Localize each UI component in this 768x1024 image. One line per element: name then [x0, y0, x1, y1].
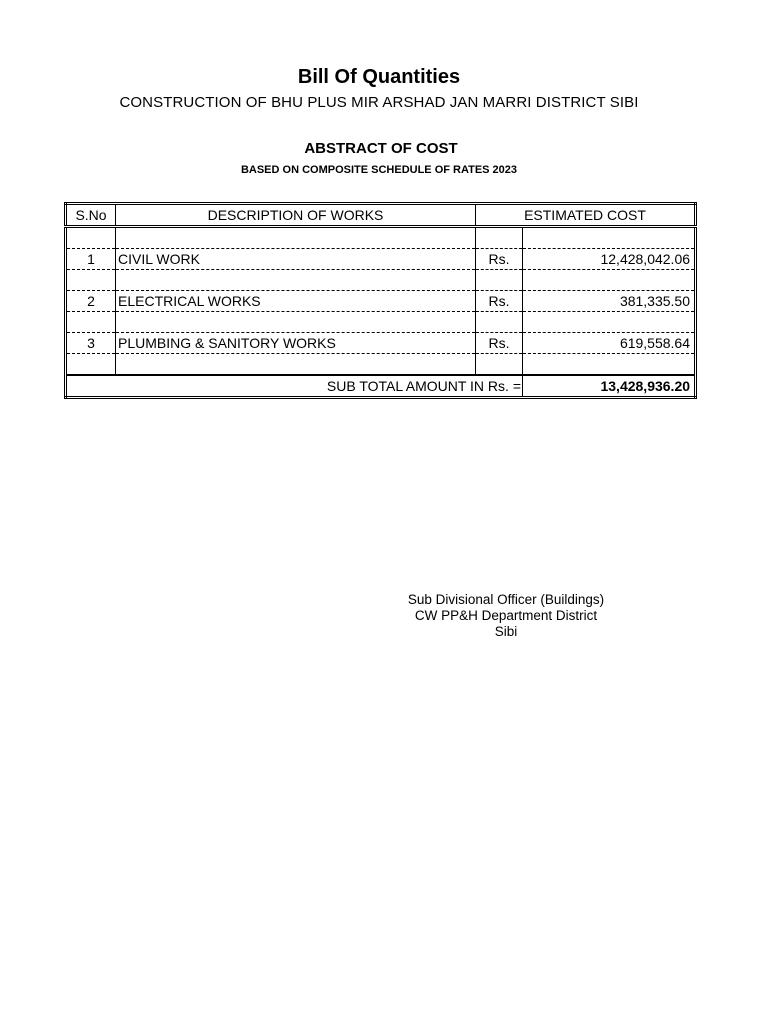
signature-block [380, 592, 632, 640]
table-row [66, 333, 696, 354]
signature-location: Sibi [494, 624, 518, 639]
rates-basis: BASED ON COMPOSITE SCHEDULE OF RATES 2023 [240, 164, 518, 176]
row-currency: Rs. [476, 291, 523, 312]
row-description: PLUMBING & SANITORY WORKS [116, 333, 476, 354]
table-header-row [66, 204, 696, 227]
row-currency: Rs. [476, 333, 523, 354]
section-title: ABSTRACT OF COST [304, 140, 458, 157]
spacer-row [66, 354, 696, 376]
row-sno: 1 [66, 249, 116, 270]
row-amount: 381,335.50 [523, 291, 696, 312]
subtotal-label: SUB TOTAL AMOUNT IN Rs. = [66, 375, 523, 398]
row-sno: 3 [66, 333, 116, 354]
spacer-row [66, 227, 696, 249]
subtotal-value: 13,428,936.20 [523, 375, 696, 398]
table-row [66, 249, 696, 270]
header-estimated-cost: ESTIMATED COST [476, 204, 696, 227]
project-subtitle: CONSTRUCTION OF BHU PLUS MIR ARSHAD JAN MARRI DISTRICT SIBI [119, 94, 639, 111]
abstract-cost-table [64, 202, 697, 399]
row-currency: Rs. [476, 249, 523, 270]
subtotal-row [66, 375, 696, 398]
row-description: ELECTRICAL WORKS [116, 291, 476, 312]
spacer-row [66, 312, 696, 333]
row-amount: 619,558.64 [523, 333, 696, 354]
row-amount: 12,428,042.06 [523, 249, 696, 270]
header-sno: S.No [66, 204, 116, 227]
signature-department: CW PP&H Department District [414, 608, 598, 623]
spacer-row [66, 270, 696, 291]
header-description: DESCRIPTION OF WORKS [116, 204, 476, 227]
document-title: Bill Of Quantities [297, 66, 461, 88]
table-row [66, 291, 696, 312]
row-sno: 2 [66, 291, 116, 312]
signature-designation: Sub Divisional Officer (Buildings) [407, 592, 605, 607]
row-description: CIVIL WORK [116, 249, 476, 270]
